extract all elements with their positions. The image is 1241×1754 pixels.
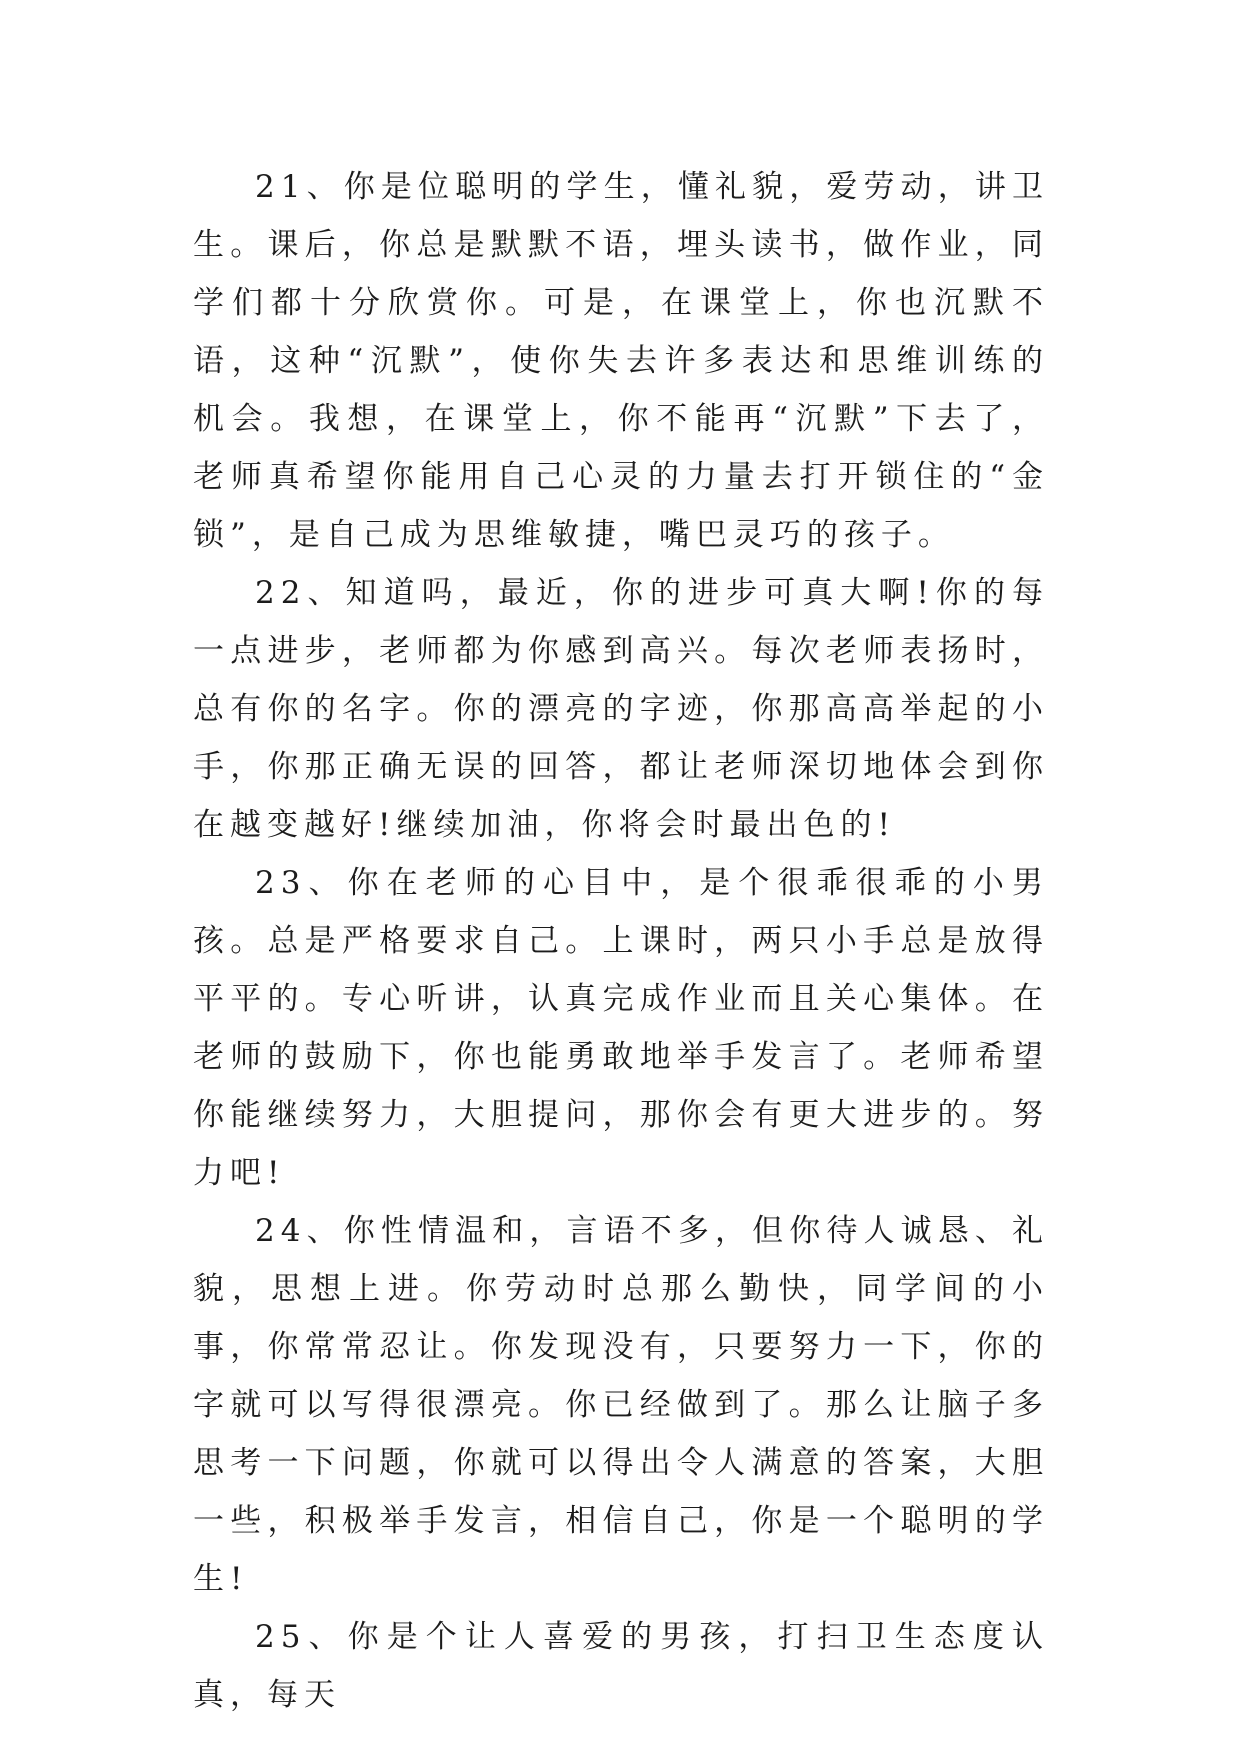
paragraph-23: 23、你在老师的心目中，是个很乖很乖的小男孩。总是严格要求自己。上课时，两只小手总是放得平平的。专心听讲，认真完成作业而且关心集体。在老师的鼓励下，你也能勇敢地举手发言了。老师希望你能继续努力，大胆提问，那你会有更大进步的。努力吧! xyxy=(193,865,1049,1191)
paragraph-22: 22、知道吗，最近，你的进步可真大啊!你的每一点进步，老师都为你感到高兴。每次老师表扬时，总有你的名字。你的漂亮的字迹，你那高高举起的小手，你那正确无误的回答，都让老师深切地体会到你在越变越好!继续加油，你将会时最出色的! xyxy=(193,575,1049,843)
paragraph-21: 21、你是位聪明的学生，懂礼貌，爱劳动，讲卫生。课后，你总是默默不语，埋头读书，做作业，同学们都十分欣赏你。可是，在课堂上，你也沉默不语，这种“沉默”，使你失去许多表达和思维训练的机会。我想，在课堂上，你不能再“沉默”下去了，老师真希望你能用自己心灵的力量去打开锁住的“金锁”，是自己成为思维敏捷，嘴巴灵巧的孩子。 xyxy=(193,169,1049,553)
paragraph-25: 25、你是个让人喜爱的男孩，打扫卫生态度认真，每天 xyxy=(193,1619,1049,1713)
document-body xyxy=(193,158,1049,1724)
paragraph-24: 24、你性情温和，言语不多，但你待人诚恳、礼貌，思想上进。你劳动时总那么勤快，同学间的小事，你常常忍让。你发现没有，只要努力一下，你的字就可以写得很漂亮。你已经做到了。那么让脑子多思考一下问题，你就可以得出令人满意的答案，大胆一些，积极举手发言，相信自己，你是一个聪明的学生! xyxy=(193,1213,1049,1597)
